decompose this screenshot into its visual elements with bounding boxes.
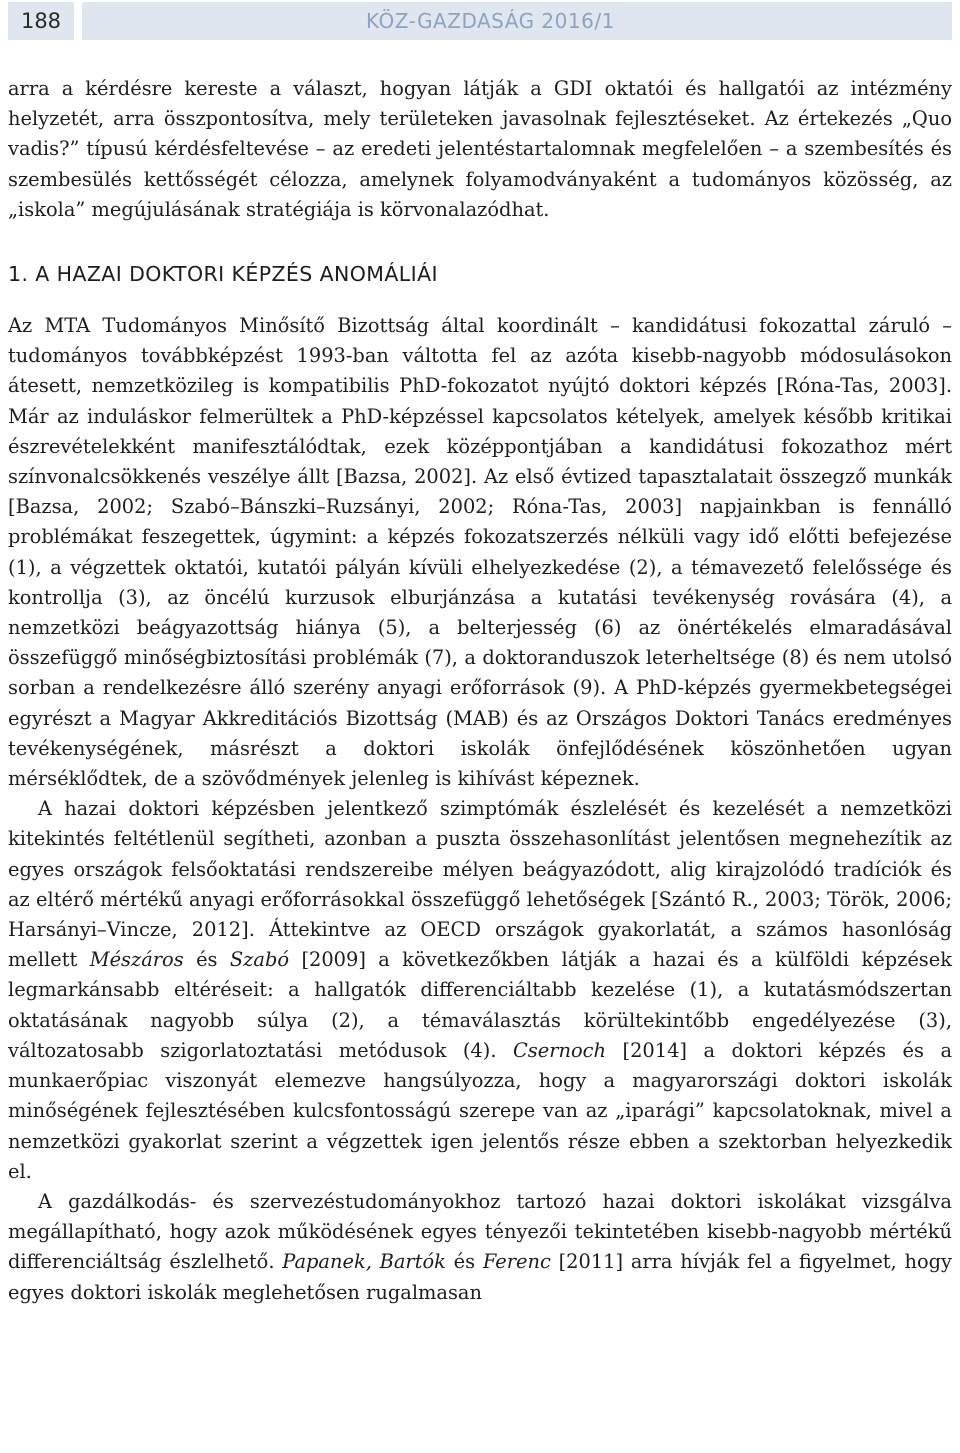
- section-heading: 1. A HAZAI DOKTORI KÉPZÉS ANOMÁLIÁI: [8, 262, 438, 287]
- author-citation: Csernoch: [512, 1038, 607, 1062]
- body-paragraph-1: Az MTA Tudományos Minősítő Bizottság által koordinált – kandidátusi fokozattal záruló – tudományos továbbképzést 1993-ban váltotta fel az azóta kisebb-nagyobb módosulásokon átesett, nemzetközileg is kompatibilis PhD-fokozatot nyújtó doktori képzés [Róna-Tas, 2003]. Már az induláskor felmerültek a PhD-képzéssel kapcsolatos kételyek, amelyek később kritikai észrevételekként manifesztálódtak, ezek középpontjában a kandidátusi fokozathoz mért színvonalcsökkenés veszélye állt [Bazsa, 2002]. Az első évtized tapasztalatait összegző munkák [Bazsa, 2002; Szabó–Bánszki–Ruzsányi, 2002; Róna-Tas, 2003] napjainkban is fennálló problémákat feszegettek, úgymint: a képzés fokozatszerzés nélküli vagy idő előtti befejezése (1), a végzettek oktatói, kutatói pályán kívüli elhelyezkedése (2), a témavezető felelőssége és kontrollja (3), az öncélú kurzusok elburjánzása a kutatási tevékenység rovására (4), a nemzetközi beágyazottság hiánya (5), a belterjesség (6) az önértékelés elmaradásával összefüggő minőségbiztosítási problémák (7), a doktoranduszok leterheltsége (8) és nem utolsó sorban a rendelkezésre álló szerény anyagi erőforrások (9). A PhD-képzés gyermekbetegségei egyrészt a Magyar Akkreditációs Bizottság (MAB) és az Országos Doktori Tanács eredményes tevékenységének, másrészt a doktori iskolák önfejlődésének köszönhetően ugyan mérséklődtek, de a szövődmények jelenleg is kihívást képeznek.: [8, 314, 952, 791]
- author-citation: Papanek, Bartók: [282, 1250, 446, 1274]
- body-paragraph-2: [8, 794, 952, 1187]
- article-body: [8, 74, 952, 1308]
- journal-title: KÖZ-GAZDASÁG 2016/1: [82, 2, 952, 40]
- text-run: [2014] a doktori képzés és a munkaerőpiac viszonyát elemezve hangsúlyozza, hogy a magyarországi doktori iskolák minőségének fejlesztésében kulcsfontosságú szerepe van az „iparági” kapcsolatoknak, mivel a nemzetközi gyakorlat szerint a végzettek igen jelentős része ebben a szektorban helyezkedik el.: [8, 1038, 952, 1183]
- text-run: [2009] a következőkben látják a hazai és a külföldi képzések legmarkánsabb eltéréseit: a hallgatók differenciáltabb kezelése (1), a kutatásmódszertan oktatásának nagyobb súlya (2), a témaválasztás körültekintőbb engedélyezése (3), változatosabb szigorlatoztatási metódusok (4).: [8, 948, 952, 1062]
- text-run: A hazai doktori képzésben jelentkező szimptómák észlelését és kezelését a nemzetközi kitekintés feltétlenül segítheti, azonban a puszta összehasonlítást jelentősen megnehezítik az egyes országok felsőoktatási rendszereibe mélyen beágyazódott, alig kirajzolódó tradíciók és az eltérő mértékű anyagi erőforrásokkal összefüggő lehetőségek [Szántó R., 2003; Török, 2006; Harsányi–Vincze, 2012]. Áttekintve az OECD országok gyakorlatát, a számos hasonlóság mellett: [8, 797, 952, 972]
- text-run: [2011] arra hívják fel a figyelmet, hogy egyes doktori iskolák meglehetősen rugalmasan: [8, 1250, 952, 1304]
- author-citation: Ferenc: [482, 1250, 551, 1274]
- body-paragraph-3: [8, 1187, 952, 1308]
- text-run: és: [183, 948, 230, 972]
- page-number: 188: [8, 2, 74, 40]
- intro-paragraph: arra a kérdésre kereste a választ, hogyan látják a GDI oktatói és hallgatói az intézmény helyzetét, arra összpontosítva, mely területeken javasolnak fejlesztéseket. Az értekezés „Quo vadis?” típusú kérdésfeltevése – az eredeti jelentéstartalomnak megfelelően – a szembesítés és szembesülés kettősségét célozza, amelynek folyamodványaként a tudományos közösség, az „iskola” megújulásának stratégiája is körvonalazódhat.: [8, 77, 952, 221]
- author-citation: Mészáros: [89, 948, 184, 972]
- author-citation: Szabó: [229, 948, 290, 972]
- text-run: A gazdálkodás- és szervezéstudományokhoz tartozó hazai doktori iskolákat vizsgálva megállapítható, hogy azok működésének egyes tényezői tekintetében kisebb-nagyobb mértékű differenciáltság észlelhető.: [8, 1189, 952, 1274]
- page-header: [8, 2, 952, 40]
- text-run: és: [445, 1250, 483, 1274]
